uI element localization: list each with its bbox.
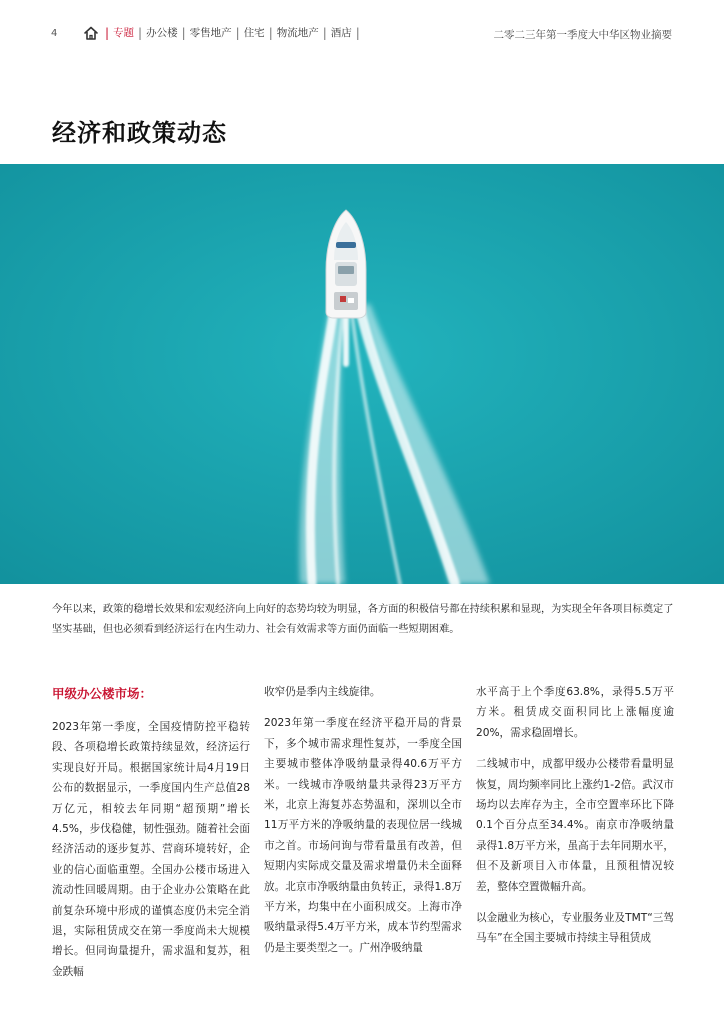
intro-paragraph: 今年以来，政策的稳增长效果和宏观经济向上向好的态势均较为明显，各方面的积极信号都在持续积累和显现，为实现全年各项目标奠定了坚实基础，但也必须看到经济运行在内生动力、社会有效需求等方面仍面临一些短期困难。 [52,604,674,635]
column-3 [476,682,674,960]
body-paragraph: 以金融业为核心，专业服务业及TMT“三驾马车”在全国主要城市持续主导租赁成 [476,912,674,945]
hero-photo-boat-wake [0,164,724,584]
nav-item-retail[interactable]: 零售地产 [189,27,232,39]
nav-separator: | [322,25,327,40]
column-2 [264,682,462,969]
body-paragraph: 收窄仍是季内主线旋律。 [264,686,381,698]
report-title: 二零二三年第一季度大中华区物业摘要 [493,29,672,41]
page-title: 经济和政策动态 [52,119,227,147]
body-paragraph: 2023年第一季度，全国疫情防控平稳转段、各项稳增长政策持续显效，经济运行实现良好开局。根据国家统计局4月19日公布的数据显示，一季度国内生产总值28万亿元，相较去年同期“超预期”增长4.5%，步伐稳健，韧性强劲。随着社会面经济活动的逐步复苏、营商环境转好，企业的信心面临重塑。全国办公楼市场进入流动性回暖周期。由于企业办公策略在此前复杂环境中形成的谨慎态度仍未完全消退，实际租赁成交在第一季度尚未大规模增长。但同询量提升，需求温和复苏，租金跌幅 [52,721,250,978]
body-paragraph: 二线城市中，成都甲级办公楼带看量明显恢复，周均频率同比上涨约1-2倍。武汉市场均以去库存为主，全市空置率环比下降0.1个百分点至34.4%。南京市净吸纳量录得1.8万平方米，虽高于去年同期水平，但不及新项目入市体量，且预租情况较差，整体空置微幅升高。 [476,758,674,893]
body-paragraph: 水平高于上个季度63.8%，录得5.5万平方米。租赁成交面积同比上涨幅度逾20%，需求稳固增长。 [476,686,674,739]
page-header [0,22,724,46]
nav-item-logistics[interactable]: 物流地产 [276,27,319,39]
nav-separator: | [268,25,273,40]
nav-item-special-topic[interactable]: 专题 [113,27,135,39]
section-nav [101,25,364,40]
body-paragraph: 2023年第一季度在经济平稳开局的背景下，多个城市需求理性复苏，一季度全国主要城市整体净吸纳量录得40.6万平方米。一线城市净吸纳量共录得23万平方米，北京上海复苏态势温和，深圳以全市11万平方米的净吸纳量的表现位居一线城市之首。市场问询与带看量虽有改善，但短期内实际成交量及需求增量仍未全面释放。北京市净吸纳量由负转正，录得1.8万平方米，均集中在小面积成交。上海市净吸纳量录得5.4万平方米，成本节约型需求仍是主要类型之一。广州净吸纳量 [264,717,462,954]
page-number: 4 [51,28,58,39]
section-heading-grade-a-office: 甲级办公楼市场： [52,686,153,701]
nav-separator: | [138,25,143,40]
nav-item-residential[interactable]: 住宅 [243,27,265,39]
home-icon[interactable] [83,25,99,41]
nav-separator: | [235,25,240,40]
nav-separator: | [355,25,360,40]
nav-separator: | [181,25,186,40]
column-1 [52,682,250,993]
nav-separator: | [105,25,110,40]
nav-item-hotel[interactable]: 酒店 [330,27,352,39]
nav-item-office[interactable]: 办公楼 [146,27,178,39]
